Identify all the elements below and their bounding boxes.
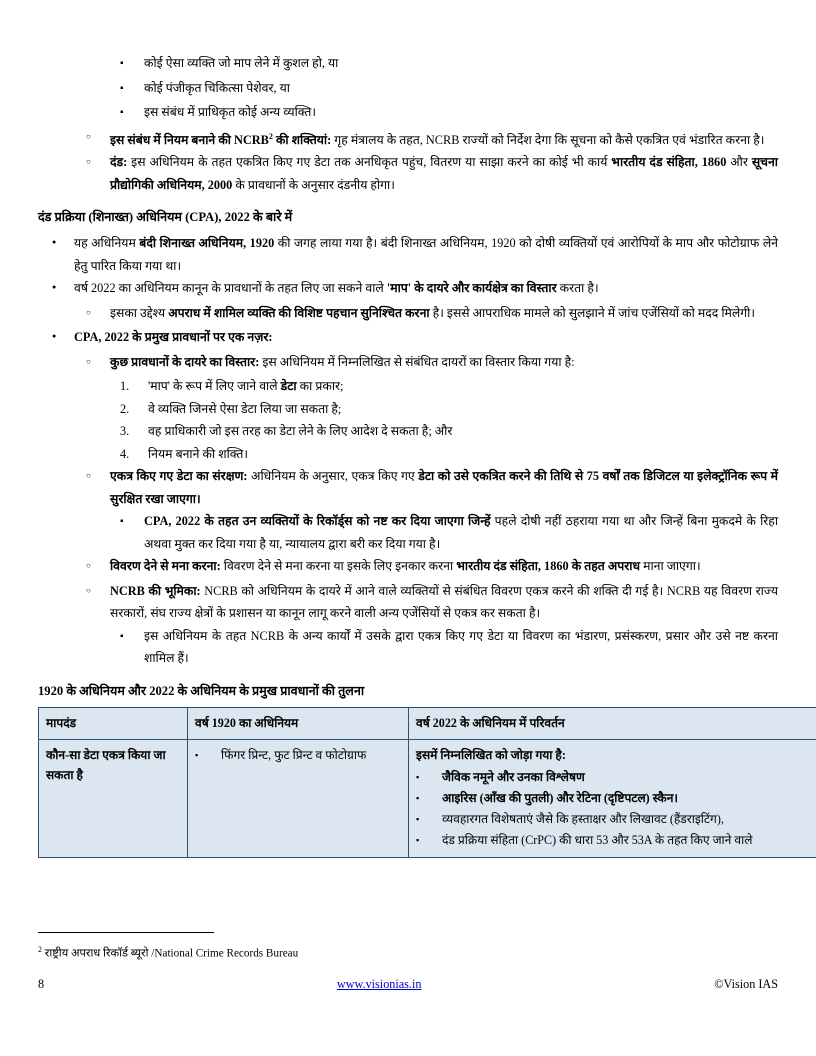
list-item-ncrb-powers bbox=[86, 126, 778, 152]
round-bullet-icon bbox=[52, 232, 74, 257]
b2-bold1: 'माप' के दायरे और कार्यक्षेत्र का विस्तार bbox=[386, 281, 557, 296]
circle-bullet-icon bbox=[86, 580, 110, 605]
list-item-text: जैविक नमूने और उनका विश्लेषण bbox=[442, 769, 585, 784]
item-part1: 'माप' के रूप में लिए जाने वाले bbox=[148, 379, 281, 394]
square-bullet-icon bbox=[416, 830, 442, 851]
comparison-table bbox=[38, 707, 816, 858]
penalty-bold1: भारतीय दंड संहिता, 1860 bbox=[611, 155, 727, 170]
list-item-text: इस संबंध में प्राधिकृत कोई अन्य व्यक्ति। bbox=[144, 105, 317, 119]
table-header-criterion: मापदंड bbox=[39, 707, 188, 739]
list-item-text: कोई पंजीकृत चिकित्सा पेशेवर, या bbox=[144, 80, 290, 95]
list-item-text: फिंगर प्रिन्ट, फुट प्रिन्ट व फोटोग्राफ bbox=[221, 747, 367, 762]
criterion-text: कौन-सा डेटा एकत्र किया जा सकता है bbox=[46, 747, 166, 782]
retention-sub-part1: पहले दोषी नहीं ठहराया गया था और जिन्हें बिना मुकदमे के रिहा अथवा मुक्त कर दिया गया है या, न्यायालय द्वारा बरी कर दिया गया है। bbox=[144, 514, 779, 551]
list-item bbox=[120, 510, 778, 555]
b2sub-bold1: अपराध में शामिल व्यक्ति की विशिष्ट पहचान सुनिश्चित करना bbox=[168, 305, 430, 320]
list-item-text bbox=[110, 580, 778, 625]
list-item bbox=[416, 788, 813, 809]
list-item-retention bbox=[86, 465, 778, 510]
list-item-text: कोई ऐसा व्यक्ति जो माप लेने में कुशल हो, या bbox=[144, 56, 339, 70]
retention-label: एकत्र किए गए डेटा का संरक्षण: bbox=[110, 469, 248, 484]
ncrb-role-label: NCRB की भूमिका: bbox=[110, 583, 201, 598]
list-item bbox=[416, 809, 813, 830]
section-heading-cpa: दंड प्रक्रिया (शिनाख्त) अधिनियम (CPA), 2022 के बारे में bbox=[38, 210, 293, 225]
table-header-row bbox=[39, 707, 816, 739]
list-item-text bbox=[148, 420, 778, 443]
list-item bbox=[120, 101, 778, 126]
circle-bullet-icon bbox=[86, 126, 110, 151]
circle-bullet-icon bbox=[86, 555, 110, 580]
list-item-ncrb-role bbox=[86, 580, 778, 625]
list-number: 3. bbox=[120, 424, 130, 439]
retention-sub-bold1: CPA, 2022 के तहत उन व्यक्तियों के रिकॉर्ड्स को नष्ट कर दिया जाएगा जिन्हें bbox=[144, 514, 491, 529]
list-item-text bbox=[110, 555, 778, 578]
item-part1: वे व्यक्ति जिनसे ऐसा डेटा लिया जा सकता है; bbox=[148, 401, 342, 416]
list-item bbox=[120, 77, 778, 102]
list-item-text bbox=[144, 510, 778, 555]
circle-bullet-icon bbox=[86, 351, 110, 376]
penalty-part2: और bbox=[726, 155, 752, 170]
list-item bbox=[416, 767, 813, 788]
scope-label: कुछ प्रावधानों के दायरे का विस्तार: bbox=[110, 354, 260, 369]
item-part2: का प्रकार; bbox=[296, 379, 344, 394]
list-item-text bbox=[148, 398, 778, 421]
list-item-text: आइरिस (आँख की पुतली) और रेटिना (दृष्टिपटल) स्कैन। bbox=[442, 790, 678, 805]
retention-part1: अधिनियम के अनुसार, एकत्र किए गए bbox=[247, 469, 419, 484]
square-bullet-icon bbox=[416, 788, 442, 809]
b2-part1: वर्ष 2022 का अधिनियम कानून के प्रावधानों के तहत लिए जा सकने वाले bbox=[74, 281, 387, 296]
ncrb-powers-label-b: की शक्तियां: bbox=[272, 132, 332, 147]
list-item bbox=[120, 625, 778, 670]
refusal-part1: विवरण देने से मना करना या इसके लिए इनकार करना bbox=[220, 559, 457, 574]
list-item bbox=[52, 277, 778, 302]
list-item-text: इस अधिनियम के तहत NCRB के अन्य कार्यों में उसके द्वारा एकत्र किए गए डेटा या विवरण का भंडारण, प्रसंस्करण, प्रसार और उसे नष्ट करना शामिल हैं। bbox=[144, 628, 778, 666]
square-bullet-icon bbox=[120, 625, 144, 650]
page-footer bbox=[38, 977, 778, 992]
ncrb-powers-label-a: इस संबंध में नियम बनाने की NCRB bbox=[110, 132, 269, 147]
square-bullet-icon bbox=[120, 77, 144, 102]
list-number: 4. bbox=[120, 446, 130, 461]
circle-bullet-icon bbox=[86, 465, 110, 490]
page-number: 8 bbox=[38, 977, 45, 991]
b1-part2: की जगह लाया गया है। बंदी शिनाख्त अधिनियम, 1920 को दोषी व्यक्तियों एवं आरोपियों के माप और फोटोग्राफ लेने हेतु पारित किया गया था। bbox=[74, 236, 778, 273]
copyright-text: ©Vision IAS bbox=[714, 977, 778, 991]
numbered-list-item bbox=[120, 375, 778, 398]
list-item-penalty bbox=[86, 151, 778, 196]
square-bullet-icon bbox=[120, 101, 144, 126]
square-bullet-icon bbox=[416, 767, 442, 788]
b2sub-part2: है। इससे आपराधिक मामले को सुलझाने में जांच एजेंसियों को मदद मिलेगी। bbox=[429, 305, 756, 320]
list-item-text: दंड प्रक्रिया संहिता (CrPC) की धारा 53 और 53A के तहत किए जाने वाले bbox=[442, 832, 753, 847]
circle-bullet-icon bbox=[86, 302, 110, 327]
list-number: 1. bbox=[120, 379, 130, 394]
list-item-text: व्यवहारगत विशेषताएं जैसे कि हस्ताक्षर और लिखावट (हैंडराइटिंग), bbox=[442, 811, 724, 826]
square-bullet-icon bbox=[416, 809, 442, 830]
cell-intro-text: इसमें निम्नलिखित को जोड़ा गया है: bbox=[416, 747, 566, 762]
retention-bold1: डेटा को उसे एकत्रित करने की तिथि से 75 वर्षों तक डिजिटल या इलेक्ट्रॉनिक रूप में सुरक्षित रखा जाएगा। bbox=[110, 469, 779, 506]
item-bold1: डेटा bbox=[280, 379, 297, 394]
list-item-text bbox=[110, 151, 778, 196]
list-item-text bbox=[148, 443, 778, 466]
b2sub-part1: इसका उद्देश्य bbox=[110, 305, 169, 320]
refusal-bold1: भारतीय दंड संहिता, 1860 के तहत अपराध bbox=[456, 559, 641, 574]
footnote bbox=[38, 941, 298, 963]
list-item-text bbox=[110, 351, 778, 374]
section-heading-comparison: 1920 के अधिनियम और 2022 के अधिनियम के प्रमुख प्रावधानों की तुलना bbox=[38, 683, 365, 698]
penalty-part3: के प्रावधानों के अनुसार दंडनीय होगा। bbox=[232, 177, 395, 192]
list-item bbox=[52, 232, 778, 277]
footnote-text: राष्ट्रीय अपराध रिकॉर्ड ब्यूरो /National Crime Records Bureau bbox=[44, 947, 299, 960]
numbered-list-item bbox=[120, 420, 778, 443]
table-cell-act-1920 bbox=[188, 739, 409, 857]
round-bullet-icon bbox=[52, 277, 74, 302]
list-number: 2. bbox=[120, 401, 130, 416]
table-cell-act-2022 bbox=[409, 739, 816, 857]
footnote-ref: 2 bbox=[268, 131, 273, 141]
round-bullet-icon bbox=[52, 326, 74, 351]
list-item-refusal bbox=[86, 555, 778, 580]
list-item-text bbox=[110, 465, 778, 510]
table-header-act-2022: वर्ष 2022 के अधिनियम में परिवर्तन bbox=[409, 707, 816, 739]
penalty-bold2: सूचना प्रौद्योगिकी अधिनियम, 2000 bbox=[110, 155, 778, 192]
table-cell-criterion bbox=[39, 739, 188, 857]
b1-part1: यह अधिनियम bbox=[74, 236, 140, 251]
list-item bbox=[120, 52, 778, 77]
list-item-text bbox=[74, 277, 778, 300]
list-item bbox=[86, 302, 778, 327]
list-item-text bbox=[74, 232, 778, 277]
penalty-label: दंड: bbox=[110, 155, 128, 170]
list-item bbox=[195, 745, 401, 766]
b1-bold1: बंदी शिनाख्त अधिनियम, 1920 bbox=[139, 236, 275, 251]
square-bullet-icon bbox=[195, 745, 221, 766]
list-item-text bbox=[110, 126, 778, 152]
circle-bullet-icon bbox=[86, 151, 110, 176]
numbered-list-item bbox=[120, 443, 778, 466]
footnote-separator bbox=[38, 932, 214, 933]
b2-part2: करता है। bbox=[556, 281, 599, 296]
item-part1: नियम बनाने की शक्ति। bbox=[148, 446, 249, 461]
square-bullet-icon bbox=[120, 510, 144, 535]
list-item-text bbox=[148, 375, 778, 398]
ncrb-role-text: NCRB को अधिनियम के दायरे में आने वाले व्यक्तियों से संबंधित विवरण एकत्र करने की शक्ति दी गई है। NCRB यह विवरण राज्य सरकारों, संघ राज्य क्षेत्रों के प्रशासन या कानून लागू करने वाली अन्य एजेंसियों से एकत्र कर सकता है। bbox=[110, 583, 778, 621]
penalty-part1: इस अधिनियम के तहत एकत्रित किए गए डेटा तक अनधिकृत पहुंच, वितरण या साझा करने का कोई भी कार्य bbox=[127, 155, 612, 170]
numbered-list-item bbox=[120, 398, 778, 421]
list-item-text bbox=[110, 302, 778, 325]
refusal-label: विवरण देने से मना करना: bbox=[110, 559, 221, 574]
list-item-cpa-overview bbox=[52, 326, 778, 351]
scope-text: इस अधिनियम में निम्नलिखित से संबंधित दायरों का विस्तार किया गया है: bbox=[259, 354, 575, 369]
square-bullet-icon bbox=[120, 52, 144, 77]
cpa-overview-label: CPA, 2022 के प्रमुख प्रावधानों पर एक नज़र: bbox=[74, 330, 273, 345]
table-header-act-1920: वर्ष 1920 का अधिनियम bbox=[188, 707, 409, 739]
footnote-marker: 2 bbox=[38, 945, 42, 954]
list-item bbox=[416, 830, 813, 851]
item-part1: वह प्राधिकारी जो इस तरह का डेटा लेने के लिए आदेश दे सकता है; और bbox=[148, 424, 453, 439]
list-item-scope bbox=[86, 351, 778, 376]
table-row bbox=[39, 739, 816, 857]
refusal-part2: माना जाएगा। bbox=[640, 559, 701, 574]
website-link[interactable]: www.visionias.in bbox=[336, 977, 422, 991]
page-content bbox=[38, 52, 778, 858]
ncrb-powers-text: गृह मंत्रालय के तहत, NCRB राज्यों को निर्देश देगा कि सूचना को कैसे एकत्रित एवं भंडारित करना है। bbox=[331, 132, 765, 147]
